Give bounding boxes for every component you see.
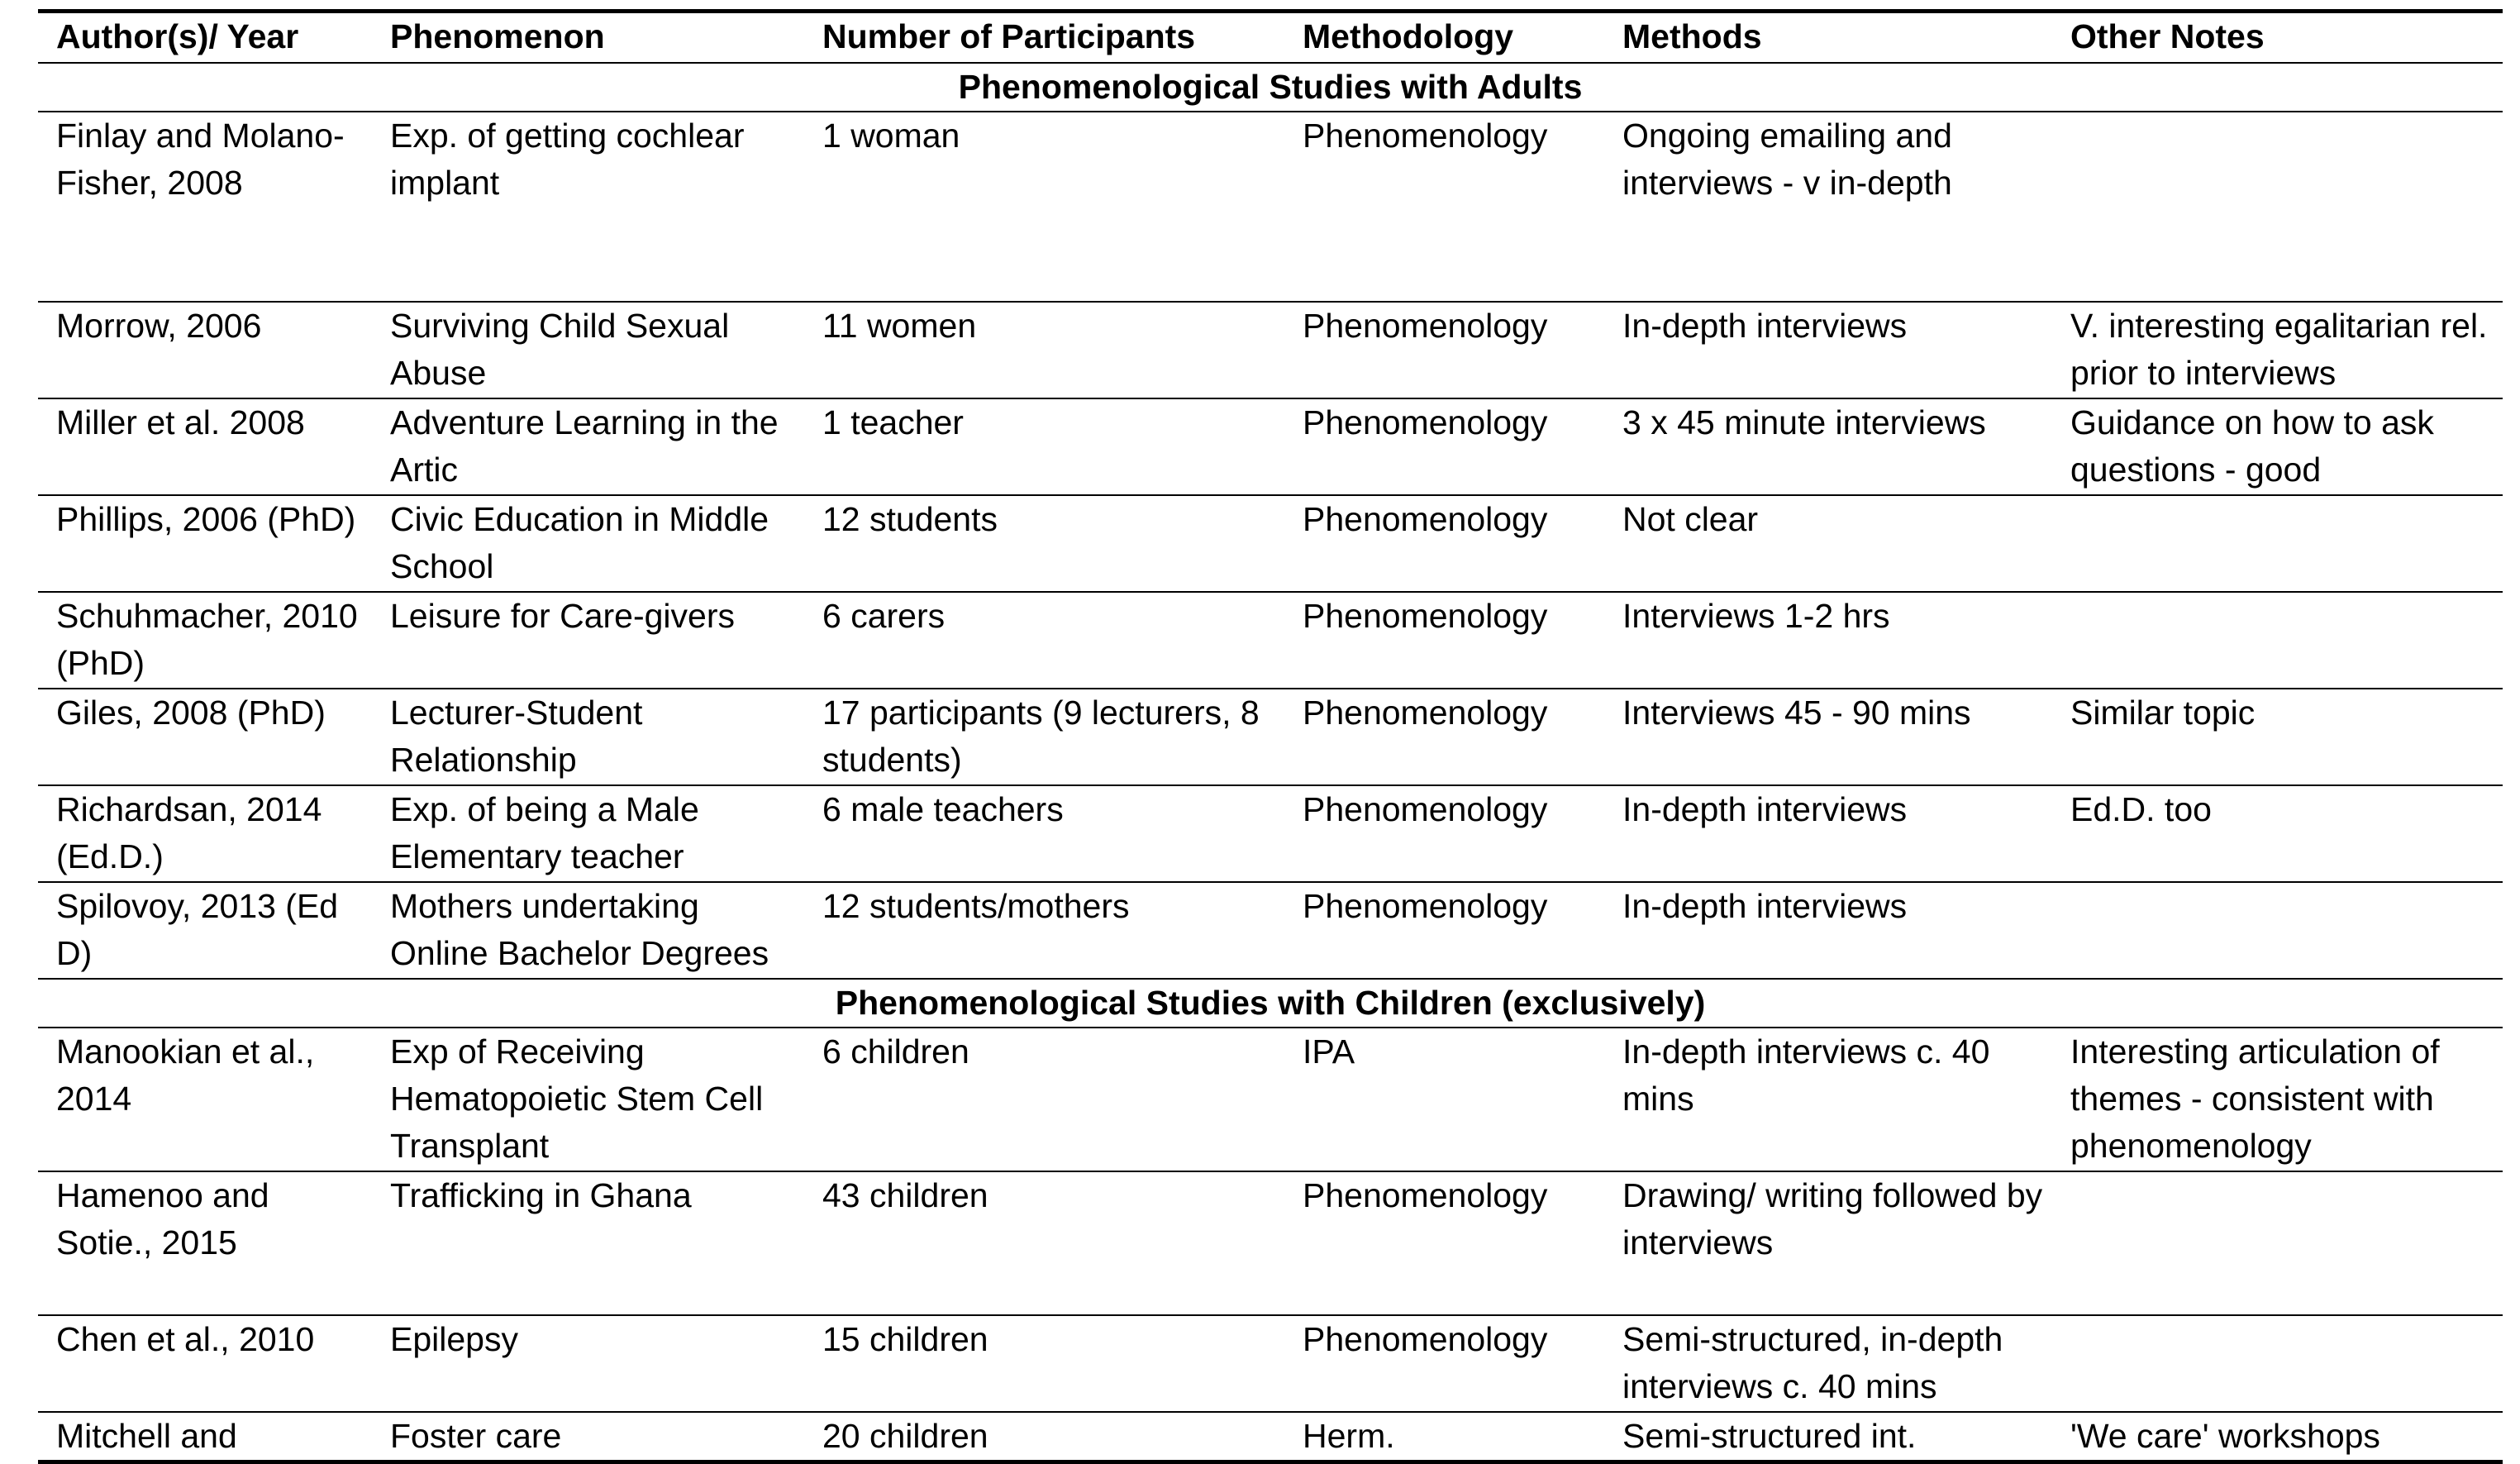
methods-cell: Semi-structured, in-depth interviews c. 40 mins	[1604, 1315, 2052, 1412]
notes-cell: Ed.D. too	[2052, 785, 2503, 882]
methodology-cell: Phenomenology	[1284, 1315, 1604, 1412]
table-row	[38, 1028, 2503, 1171]
header-author-year: Author(s)/ Year	[38, 12, 372, 63]
notes-cell	[2052, 882, 2503, 979]
notes-cell: Interesting articulation of themes - consistent with phenomenology	[2052, 1028, 2503, 1171]
author-cell: Spilovoy, 2013 (Ed D)	[38, 882, 372, 979]
methodology-cell: IPA	[1284, 1028, 1604, 1171]
methods-cell: Not clear	[1604, 495, 2052, 592]
table-body	[38, 63, 2503, 1462]
notes-cell: 'We care' workshops	[2052, 1412, 2503, 1462]
table-row	[38, 1171, 2503, 1315]
phenomenon-cell: Adventure Learning in the Artic	[372, 398, 804, 495]
section-title: Phenomenological Studies with Adults	[38, 63, 2503, 112]
methods-cell: Drawing/ writing followed by interviews	[1604, 1171, 2052, 1315]
notes-cell	[2052, 112, 2503, 302]
section-header-row	[38, 979, 2503, 1028]
phenomenon-cell: Exp of Receiving Hematopoietic Stem Cell Transplant	[372, 1028, 804, 1171]
header-number-of-participants: Number of Participants	[804, 12, 1284, 63]
author-cell: Giles, 2008 (PhD)	[38, 689, 372, 785]
author-cell: Finlay and Molano-Fisher, 2008	[38, 112, 372, 302]
table-row	[38, 592, 2503, 689]
phenomenon-cell: Foster care	[372, 1412, 804, 1462]
methodology-cell: Phenomenology	[1284, 398, 1604, 495]
methodology-cell: Phenomenology	[1284, 495, 1604, 592]
notes-cell	[2052, 1315, 2503, 1412]
author-cell: Mitchell and	[38, 1412, 372, 1462]
participants-cell: 11 women	[804, 302, 1284, 398]
phenomenon-cell: Mothers undertaking Online Bachelor Degrees	[372, 882, 804, 979]
section-title: Phenomenological Studies with Children (exclusively)	[38, 979, 2503, 1028]
methodology-cell: Phenomenology	[1284, 302, 1604, 398]
table-row	[38, 495, 2503, 592]
methodology-cell: Phenomenology	[1284, 1171, 1604, 1315]
author-cell: Miller et al. 2008	[38, 398, 372, 495]
table-row	[38, 882, 2503, 979]
methodology-cell: Phenomenology	[1284, 592, 1604, 689]
methods-cell: In-depth interviews	[1604, 785, 2052, 882]
header-methodology: Methodology	[1284, 12, 1604, 63]
participants-cell: 12 students	[804, 495, 1284, 592]
header-methods: Methods	[1604, 12, 2052, 63]
literature-table	[38, 9, 2503, 1464]
phenomenon-cell: Exp. of getting cochlear implant	[372, 112, 804, 302]
author-cell: Phillips, 2006 (PhD)	[38, 495, 372, 592]
participants-cell: 20 children	[804, 1412, 1284, 1462]
methodology-cell: Herm.	[1284, 1412, 1604, 1462]
methods-cell: In-depth interviews	[1604, 302, 2052, 398]
participants-cell: 6 carers	[804, 592, 1284, 689]
methods-cell: In-depth interviews c. 40 mins	[1604, 1028, 2052, 1171]
author-cell: Schuhmacher, 2010 (PhD)	[38, 592, 372, 689]
table-row	[38, 1315, 2503, 1412]
methods-cell: Interviews 45 - 90 mins	[1604, 689, 2052, 785]
methodology-cell: Phenomenology	[1284, 689, 1604, 785]
methodology-cell: Phenomenology	[1284, 112, 1604, 302]
methods-cell: Semi-structured int.	[1604, 1412, 2052, 1462]
phenomenon-cell: Exp. of being a Male Elementary teacher	[372, 785, 804, 882]
notes-cell	[2052, 1171, 2503, 1315]
notes-cell	[2052, 495, 2503, 592]
header-other-notes: Other Notes	[2052, 12, 2503, 63]
table-row	[38, 112, 2503, 302]
author-cell: Morrow, 2006	[38, 302, 372, 398]
notes-cell: Similar topic	[2052, 689, 2503, 785]
notes-cell	[2052, 592, 2503, 689]
author-cell: Chen et al., 2010	[38, 1315, 372, 1412]
methods-cell: Interviews 1-2 hrs	[1604, 592, 2052, 689]
participants-cell: 6 children	[804, 1028, 1284, 1171]
header-row	[38, 12, 2503, 63]
author-cell: Manookian et al., 2014	[38, 1028, 372, 1171]
notes-cell: Guidance on how to ask questions - good	[2052, 398, 2503, 495]
participants-cell: 15 children	[804, 1315, 1284, 1412]
table-row	[38, 302, 2503, 398]
author-cell: Hamenoo and Sotie., 2015	[38, 1171, 372, 1315]
participants-cell: 17 participants (9 lecturers, 8 students)	[804, 689, 1284, 785]
participants-cell: 6 male teachers	[804, 785, 1284, 882]
phenomenon-cell: Surviving Child Sexual Abuse	[372, 302, 804, 398]
methods-cell: 3 x 45 minute interviews	[1604, 398, 2052, 495]
phenomenon-cell: Epilepsy	[372, 1315, 804, 1412]
methodology-cell: Phenomenology	[1284, 785, 1604, 882]
phenomenon-cell: Civic Education in Middle School	[372, 495, 804, 592]
methodology-cell: Phenomenology	[1284, 882, 1604, 979]
participants-cell: 12 students/mothers	[804, 882, 1284, 979]
participants-cell: 43 children	[804, 1171, 1284, 1315]
section-header-row	[38, 63, 2503, 112]
table-row	[38, 1412, 2503, 1462]
author-cell: Richardsan, 2014 (Ed.D.)	[38, 785, 372, 882]
phenomenon-cell: Leisure for Care-givers	[372, 592, 804, 689]
participants-cell: 1 woman	[804, 112, 1284, 302]
table-row	[38, 398, 2503, 495]
phenomenon-cell: Trafficking in Ghana	[372, 1171, 804, 1315]
phenomenon-cell: Lecturer-Student Relationship	[372, 689, 804, 785]
table-row	[38, 785, 2503, 882]
notes-cell: V. interesting egalitarian rel. prior to interviews	[2052, 302, 2503, 398]
table-row	[38, 689, 2503, 785]
methods-cell: In-depth interviews	[1604, 882, 2052, 979]
participants-cell: 1 teacher	[804, 398, 1284, 495]
methods-cell: Ongoing emailing and interviews - v in-depth	[1604, 112, 2052, 302]
header-phenomenon: Phenomenon	[372, 12, 804, 63]
